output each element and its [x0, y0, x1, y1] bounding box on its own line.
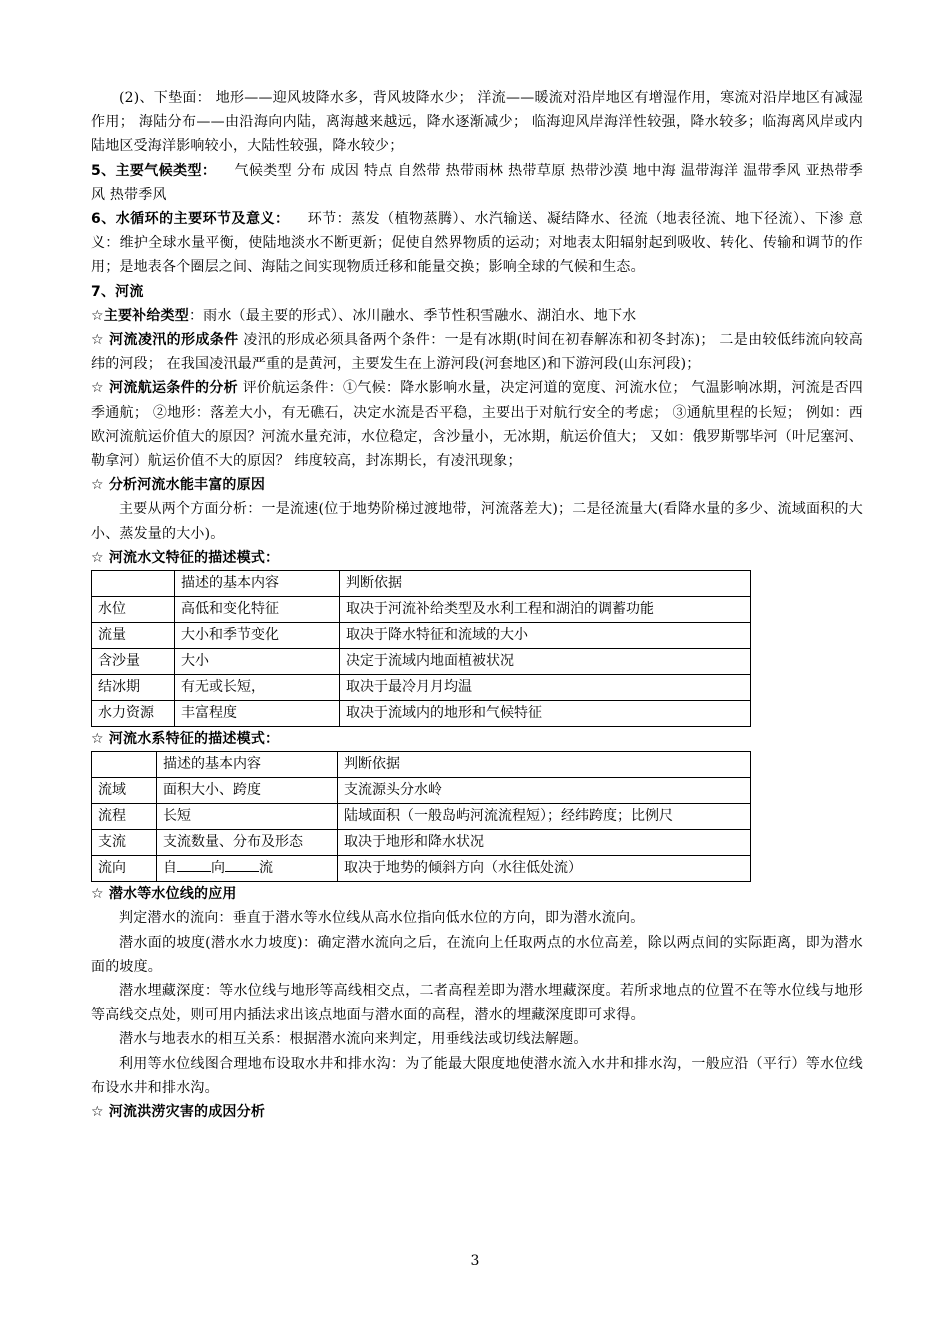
heading-flood: ☆ 河流洪涝灾害的成因分析 [91, 1104, 266, 1121]
table-row [92, 623, 751, 649]
navigation-text: 评价航运条件：①气候：降水影响水量，决定河道的宽度、河流水位； 气温影响冰期，河流是否四季通航； ②地形：落差大小，有无礁石，决定水流是否平稳，主要出于对航行安全的考虑； ③通航里程的长短； 例如：西欧河流航运价值大的原因？河流水量充沛，水位稳定，含沙量小，无冰期，航运价值大； 又如：俄罗斯鄂毕河（叶尼塞河、勒拿河）航运价值不大的原因？ 纬度较高，封冻期长，有凌汛现象； [91, 380, 864, 470]
hydrology-table [91, 570, 751, 727]
table-header-cell: 描述的基本内容 [175, 571, 340, 597]
table-cell: 陆域面积（一般岛屿河流流程短）；经纬跨度；比例尺 [338, 804, 751, 830]
paragraph-water-cycle [91, 207, 863, 280]
table-header-row [92, 752, 751, 778]
table-row [92, 804, 751, 830]
table-header-cell: 描述的基本内容 [157, 752, 338, 778]
document-page [91, 86, 863, 1124]
table-cell: 取决于最冷月月均温 [340, 675, 751, 701]
heading-hydropower: ☆ 分析河流水能丰富的原因 [91, 477, 266, 494]
table-row [92, 675, 751, 701]
paragraph-navigation [91, 376, 863, 473]
page-number: 3 [470, 1253, 480, 1269]
heading-rivers: 7、河流 [91, 283, 144, 300]
heading-hydrology-table: ☆ 河流水文特征的描述模式： [91, 549, 280, 566]
heading-navigation: ☆ 河流航运条件的分析 [91, 380, 238, 397]
table-cell: 面积大小、跨度 [157, 778, 338, 804]
table-cell: 含沙量 [92, 649, 175, 675]
table-cell: 取决于河流补给类型及水利工程和湖泊的调蓄功能 [340, 597, 751, 623]
table-row [92, 856, 751, 882]
paragraph-groundwater-3: 潜水埋藏深度：等水位线与地形等高线相交点，二者高程差即为潜水埋藏深度。若所求地点的位置不在等水位线与地形等高线交点处，则可用内插法求出该点地面与潜水面的高程，潜水的埋藏深度即可求得。 [91, 983, 863, 1024]
table-header-cell: 判断依据 [338, 752, 751, 778]
climate-types-text: 气候类型 分布 成因 特点 自然带 热带雨林 热带草原 热带沙漠 地中海 温带海洋 温带季风 亚热带季风 热带季风 [91, 162, 864, 203]
heading-water-cycle: 6、水循环的主要环节及意义： [91, 211, 290, 228]
supply-text: ：雨水（最主要的形式）、冰川融水、季节性积雪融水、湖泊水、地下水 [188, 307, 637, 324]
table-row [92, 778, 751, 804]
table-cell: 流程 [92, 804, 157, 830]
table-cell: 流域 [92, 778, 157, 804]
table-cell: 水位 [92, 597, 175, 623]
heading-climate-types: 5、主要气候类型： [91, 162, 217, 179]
table-header-cell [92, 752, 157, 778]
table-cell: 取决于流域内的地形和气候特征 [340, 701, 751, 727]
paragraph-groundwater-1: 判定潜水的流向：垂直于潜水等水位线从高水位指向低水位的方向，即为潜水流向。 [119, 910, 645, 927]
table-cell: 支流源头分水岭 [338, 778, 751, 804]
table-cell: 取决于降水特征和流域的大小 [340, 623, 751, 649]
table-cell: 流量 [92, 623, 175, 649]
water-cycle-text: 环节：蒸发（植物蒸腾）、水汽输送、凝结降水、径流（地表径流、地下径流）、下渗 意义：维护全球水量平衡，使陆地淡水不断更新；促使自然界物质的运动；对地表太阳辐射起到吸收、转化、传输和调节的作用；是地表各个圈层之间、海陆之间实现物质迁移和能量交换；影响全球的气候和生态。 [91, 211, 863, 276]
table-row [92, 830, 751, 856]
table-cell: 大小和季节变化 [175, 623, 340, 649]
paragraph-supply [91, 304, 863, 328]
heading-supply: ☆主要补给类型 [91, 307, 189, 324]
table-cell: 有无或长短， [175, 675, 340, 701]
table-cell-flow-direction: 自 向 流 [157, 856, 338, 882]
paragraph-groundwater-2: 潜水面的坡度(潜水水力坡度)：确定潜水流向之后，在流向上任取两点的水位高差，除以两点间的实际距离，即为潜水面的坡度。 [91, 934, 863, 975]
drainage-table [91, 751, 751, 882]
table-row [92, 597, 751, 623]
paragraph-hydropower: 主要从两个方面分析：一是流速(位于地势阶梯过渡地带，河流落差大)；二是径流量大(看降水量的多少、流域面积的大小、蒸发量的大小)。 [91, 501, 863, 542]
table-cell: 大小 [175, 649, 340, 675]
table-cell: 结冰期 [92, 675, 175, 701]
heading-drainage-table: ☆ 河流水系特征的描述模式： [91, 731, 280, 748]
ice-flood-text: 凌汛的形成必须具备两个条件：一是有冰期(时间在初春解冻和初冬封冻)； 二是由较低纬流向较高纬的河段； 在我国凌汛最严重的是黄河，主要发生在上游河段(河套地区)和下游河段(山东河段)； [91, 332, 863, 373]
heading-groundwater: ☆ 潜水等水位线的应用 [91, 886, 237, 903]
table-header-row [92, 571, 751, 597]
paragraph-climate-types [91, 159, 863, 207]
table-cell: 水力资源 [92, 701, 175, 727]
table-header-cell: 判断依据 [340, 571, 751, 597]
paragraph-underlying-surface: (2)、下垫面： 地形——迎风坡降水多，背风坡降水少； 洋流——暖流对沿岸地区有增湿作用，寒流对沿岸地区有减湿作用； 海陆分布——由沿海向内陆，离海越来越远，降水逐渐减少； 临海迎风岸海洋性较强，降水较多；临海离风岸或内陆地区受海洋影响较小，大陆性较强，降水较少； [91, 90, 863, 155]
table-cell: 取决于地形和降水状况 [338, 830, 751, 856]
table-cell: 支流数量、分布及形态 [157, 830, 338, 856]
table-cell: 支流 [92, 830, 157, 856]
table-cell: 取决于地势的倾斜方向（水往低处流） [338, 856, 751, 882]
table-cell: 长短 [157, 804, 338, 830]
table-cell: 丰富程度 [175, 701, 340, 727]
heading-ice-flood: ☆ 河流凌汛的形成条件 [91, 332, 239, 349]
table-cell: 决定于流域内地面植被状况 [340, 649, 751, 675]
table-header-cell [92, 571, 175, 597]
table-row [92, 649, 751, 675]
fill-blank [225, 857, 259, 872]
paragraph-ice-flood [91, 328, 863, 376]
table-row [92, 701, 751, 727]
paragraph-groundwater-5: 利用等水位线图合理地布设取水井和排水沟：为了能最大限度地使潜水流入水井和排水沟，一般应沿（平行）等水位线布设水井和排水沟。 [91, 1055, 863, 1096]
paragraph-groundwater-4: 潜水与地表水的相互关系：根据潜水流向来判定，用垂线法或切线法解题。 [119, 1031, 588, 1048]
fill-blank [177, 857, 211, 872]
table-cell: 流向 [92, 856, 157, 882]
table-cell: 高低和变化特征 [175, 597, 340, 623]
